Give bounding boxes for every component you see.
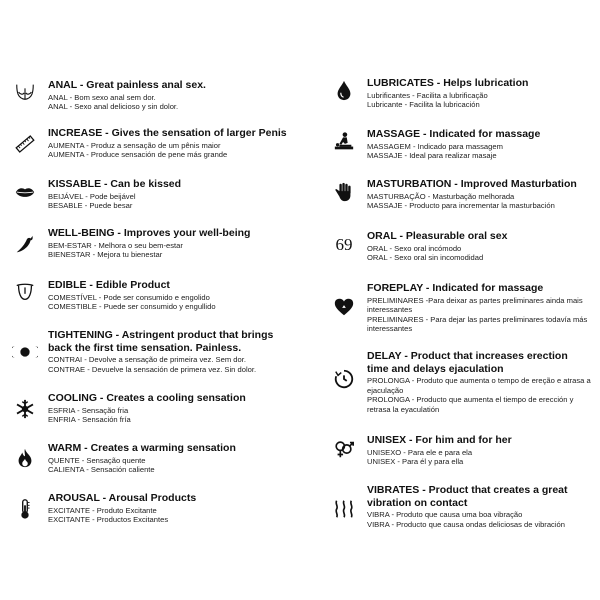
- feature-line-es: COMESTIBLE - Puede ser consumido y engullido: [48, 302, 216, 312]
- feature-line-es: EXCITANTE - Productos Excitantes: [48, 515, 169, 525]
- feature-title: LUBRICATES - Helps lubrication: [367, 77, 529, 89]
- feature-line-pt: BEM-ESTAR - Melhora o seu bem-estar: [48, 240, 183, 250]
- left-column: [0, 0, 296, 600]
- feature-line-pt: Lubrificantes - Facilita a lubrificação: [367, 90, 488, 100]
- gender-symbols-icon: [333, 438, 355, 460]
- feature-line-pt: VIBRA - Produto que causa uma boa vibração: [367, 510, 523, 519]
- feature-line-es: CONTRAE - Devuelve la sensación de primera vez. Sin dolor.: [48, 364, 257, 374]
- feature-line-pt: COMESTÍVEL - Pode ser consumido e engolido: [48, 292, 210, 302]
- thermometer-icon: [14, 498, 36, 520]
- feature-line-pt: ANAL - Bom sexo anal sem dor.: [48, 92, 156, 102]
- feature-line-pt: UNISEXO - Para ele e para ela: [367, 447, 473, 457]
- feature-line-pt: QUENTE - Sensação quente: [48, 455, 146, 465]
- feature-line-es: CALIENTA - Sensación caliente: [48, 465, 155, 475]
- vibration-icon: [333, 498, 355, 520]
- feature-title: DELAY - Product that increases erection time and delays ejaculation: [367, 350, 568, 375]
- feature-title: WARM - Creates a warming sensation: [48, 442, 236, 454]
- timer-icon: [333, 368, 355, 390]
- feature-title: ANAL - Great painless anal sex.: [48, 79, 206, 91]
- feature-line-es: BIENESTAR - Mejora tu bienestar: [48, 250, 163, 260]
- feature-line-pt: EXCITANTE - Produto Excitante: [48, 505, 157, 515]
- chili-pepper-icon: [14, 233, 36, 255]
- feature-title: EDIBLE - Edible Product: [48, 279, 170, 291]
- feature-title: ORAL - Pleasurable oral sex: [367, 230, 508, 242]
- feature-line-pt: BEIJÁVEL - Pode beijável: [48, 191, 136, 201]
- right-column: [300, 0, 596, 600]
- feature-title: MASSAGE - Indicated for massage: [367, 128, 541, 140]
- feature-line-es: BESABLE - Puede besar: [48, 201, 133, 211]
- feature-line-es: PRELIMINARES - Para dejar las partes preliminares todavía más interessantes: [367, 314, 588, 334]
- buttocks-icon: [14, 81, 36, 103]
- tongue-icon: [14, 281, 36, 303]
- feature-line-pt: MASTURBAÇÃO - Masturbação melhorada: [367, 191, 515, 201]
- feature-line-pt: CONTRAI - Devolve a sensação de primeira vez. Sem dor.: [48, 355, 246, 364]
- feature-title: FOREPLAY - Indicated for massage: [367, 282, 544, 294]
- flame-icon: [14, 447, 36, 469]
- moon-phases-icon: [12, 341, 38, 363]
- feature-line-pt: PROLONGA - Produto que aumenta o tempo de ereção e atrasa a ejaculação: [367, 376, 591, 395]
- feature-title: TIGHTENING - Astringent product that brings back the first time sensation. Painless.: [48, 329, 274, 354]
- feature-title: AROUSAL - Arousal Products: [48, 492, 197, 504]
- feature-line-es: MASSAJE - Ideal para realizar masaje: [367, 151, 497, 161]
- feature-line-pt: AUMENTA - Produz a sensação de um pênis maior: [48, 140, 221, 150]
- feature-title: VIBRATES - Product that creates a great vibration on contact: [367, 484, 568, 509]
- feature-line-es: PROLONGA - Producto que aumenta el tiempo de erección y retrasa la eyaculatión: [367, 395, 574, 414]
- feature-line-es: ENFRIA - Sensación fría: [48, 415, 131, 425]
- feature-title: INCREASE - Gives the sensation of larger Penis: [48, 127, 287, 139]
- feature-title: MASTURBATION - Improved Masturbation: [367, 178, 577, 190]
- feature-line-es: VIBRA - Producto que causa ondas deliciosas de vibración: [367, 519, 565, 529]
- feature-title: UNISEX - For him and for her: [367, 434, 512, 446]
- feature-line-es: MASSAJE - Producto para incrementar la masturbación: [367, 201, 555, 211]
- sixty-nine-label: 69: [335, 235, 353, 254]
- heart-icon: [333, 296, 355, 318]
- sixty-nine-icon: [331, 234, 357, 256]
- feature-title: WELL-BEING - Improves your well-being: [48, 227, 251, 239]
- feature-line-es: UNISEX - Para él y para ella: [367, 457, 464, 467]
- feature-line-es: ORAL - Sexo oral sin incomodidad: [367, 253, 484, 263]
- ruler-icon: [14, 133, 36, 155]
- feature-line-pt: ORAL - Sexo oral incómodo: [367, 243, 462, 253]
- feature-line-es: ANAL - Sexo anal delicioso y sin dolor.: [48, 102, 179, 112]
- hand-icon: [333, 181, 355, 203]
- feature-line-es: Lubricante - Facilita la lubricación: [367, 100, 480, 110]
- feature-line-pt: MASSAGEM - Indicado para massagem: [367, 141, 503, 151]
- lips-icon: [14, 182, 36, 204]
- snowflake-icon: [14, 398, 36, 420]
- drop-icon: [333, 79, 355, 101]
- feature-title: COOLING - Creates a cooling sensation: [48, 392, 246, 404]
- feature-line-pt: ESFRIA - Sensação fria: [48, 405, 129, 415]
- feature-title: KISSABLE - Can be kissed: [48, 178, 182, 190]
- feature-line-pt: PRELIMINARES -Para deixar as partes preliminares ainda mais interessantes: [367, 295, 583, 315]
- feature-line-es: AUMENTA - Produce sensación de pene más grande: [48, 150, 228, 160]
- massage-icon: [333, 131, 355, 153]
